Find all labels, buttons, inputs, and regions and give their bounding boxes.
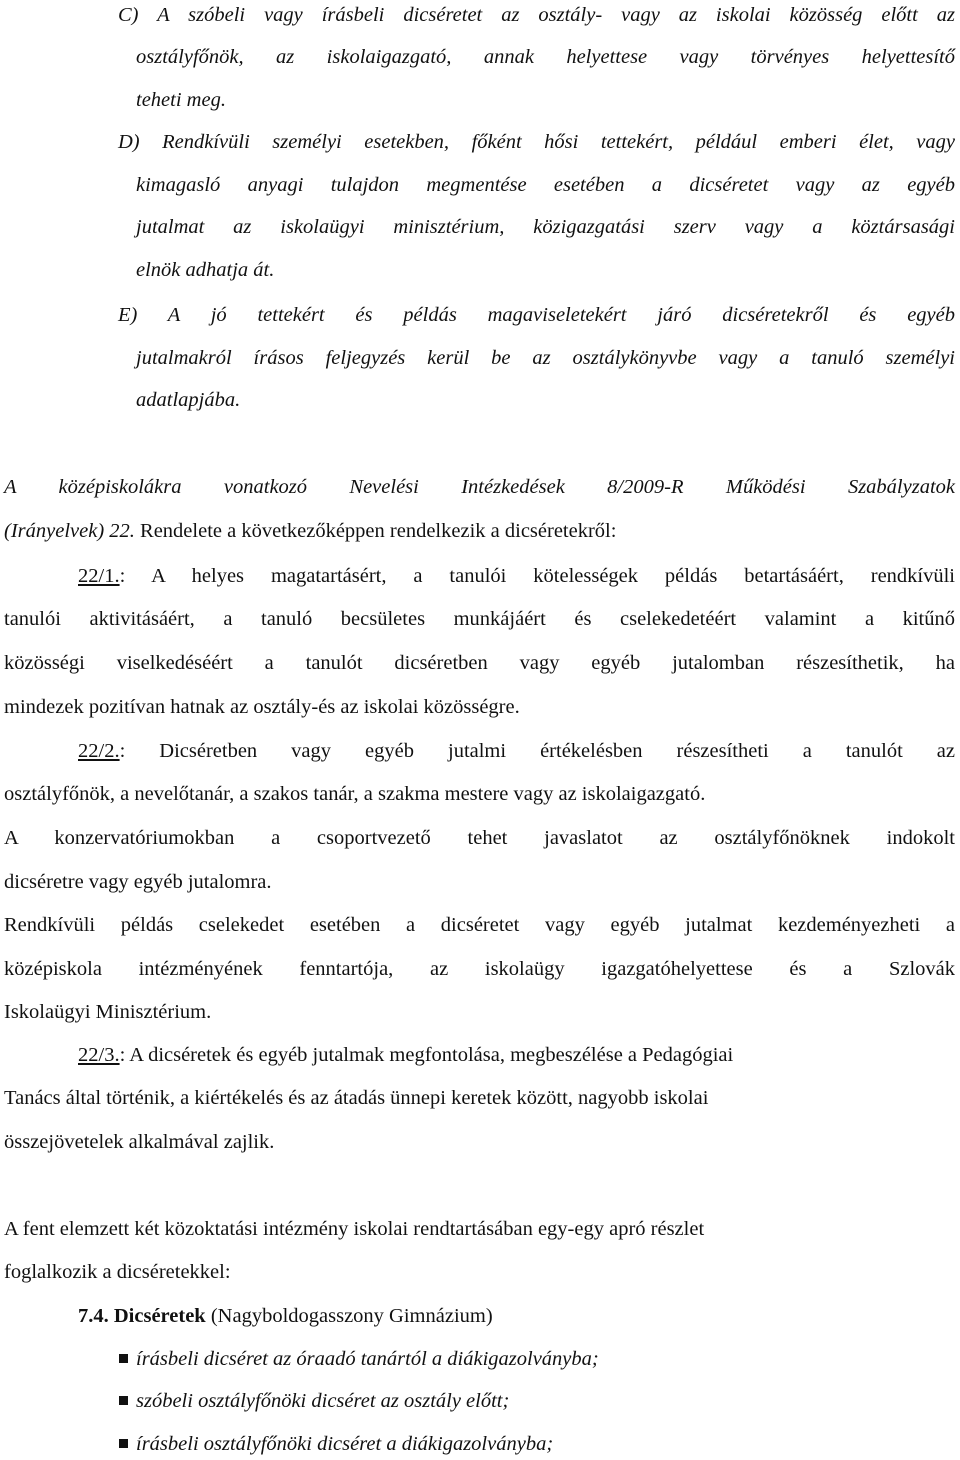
intro-line-1: A középiskolákra vonatkozó Nevelési Intézkedések 8/2009-R Működési Szabályzatok	[4, 476, 955, 498]
para-22-3-line-2: Tanács által történik, a kiértékelés és az átadás ünnepi keretek között, nagyobb iskolai	[4, 1087, 709, 1109]
para-rendk-line-3: Iskolaügyi Minisztérium.	[4, 1001, 212, 1023]
para-22-1-line-3: közösségi viselkedéséért a tanulót dicséretben vagy egyéb jutalomban részesíthetik, ha	[4, 652, 955, 674]
para-fent-line-1: A fent elemzett két közoktatási intézmény iskolai rendtartásában egy-egy apró részlet	[4, 1218, 705, 1240]
item-d-line-3: jutalmat az iskolaügyi minisztérium, közigazgatási szerv vagy a köztársasági	[136, 216, 955, 238]
para-22-2-line-1	[78, 736, 955, 766]
item-e-line-3: adatlapjába.	[136, 389, 241, 411]
para-22-3-line-1	[78, 1040, 733, 1070]
section-subtitle: (Nagyboldogasszony Gimnázium)	[210, 1305, 493, 1327]
para-22-3-label: 22/3.	[78, 1044, 120, 1066]
para-22-1-line-1	[78, 561, 955, 591]
intro-line-2-rest: Rendelete a következőképpen rendelkezik a dicséretekről:	[134, 520, 617, 542]
bullet-item-3: írásbeli osztályfőnöki dicséret a diákigazolványba;	[136, 1433, 554, 1455]
section-title: Dicséretek	[113, 1305, 206, 1327]
para-22-2-line-1-rest: : Dicséretben vagy egyéb jutalmi értékelésben részesítheti a tanulót az	[119, 740, 955, 762]
para-22-3-line-1-rest: : A dicséretek és egyéb jutalmak megfontolása, megbeszélése a Pedagógiai	[119, 1044, 734, 1066]
bullet-item-1: írásbeli dicséret az óraadó tanártól a diákigazolványba;	[136, 1348, 599, 1370]
para-fent-line-2: foglalkozik a dicséretekkel:	[4, 1261, 231, 1283]
item-d-line-2: kimagasló anyagi tulajdon megmentése esetében a dicséretet vagy az egyéb	[136, 174, 955, 196]
bullet-item-2: szóbeli osztályfőnöki dicséret az osztály előtt;	[136, 1390, 510, 1412]
item-c-line-3: teheti meg.	[136, 89, 226, 111]
para-22-1-line-1-rest: : A helyes magatartásért, a tanulói kötelességek példás betartásáért, rendkívüli	[119, 565, 955, 587]
bullet-square-icon	[119, 1354, 128, 1363]
bullet-square-icon	[119, 1396, 128, 1405]
para-konz-line-1: A konzervatóriumokban a csoportvezető tehet javaslatot az osztályfőnöknek indokolt	[4, 827, 955, 849]
bullet-square-icon	[119, 1439, 128, 1448]
intro-line-2	[4, 516, 616, 546]
item-d-line-4: elnök adhatja át.	[136, 259, 275, 281]
intro-line-2-italic: (Irányelvek) 22.	[4, 520, 135, 542]
item-e-line-2: jutalmakról írásos feljegyzés kerül be az osztálykönyvbe vagy a tanuló személyi	[136, 347, 955, 369]
section-number: 7.4.	[78, 1305, 109, 1327]
para-22-2-label: 22/2.	[78, 740, 120, 762]
para-rendk-line-1: Rendkívüli példás cselekedet esetében a dicséretet vagy egyéb jutalmat kezdeményezheti a	[4, 914, 955, 936]
para-22-1-label: 22/1.	[78, 565, 120, 587]
item-c-line-1: C) A szóbeli vagy írásbeli dicséretet az osztály- vagy az iskolai közösség előtt az	[118, 4, 955, 26]
para-22-3-line-3: összejövetelek alkalmával zajlik.	[4, 1131, 275, 1153]
item-d-line-1: D) Rendkívüli személyi esetekben, főként hősi tettekért, például emberi élet, vagy	[118, 131, 955, 153]
para-22-1-line-4: mindezek pozitívan hatnak az osztály-és az iskolai közösségre.	[4, 696, 520, 718]
para-konz-line-2: dicséretre vagy egyéb jutalomra.	[4, 871, 272, 893]
para-rendk-line-2: középiskola intézményének fenntartója, az iskolaügy igazgatóhelyettese és a Szlovák	[4, 958, 955, 980]
para-22-2-line-2: osztályfőnök, a nevelőtanár, a szakos tanár, a szakma mestere vagy az iskolaigazgató.	[4, 783, 706, 805]
item-c-line-2: osztályfőnök, az iskolaigazgató, annak helyettese vagy törvényes helyettesítő	[136, 46, 955, 68]
para-22-1-line-2: tanulói aktivitásáért, a tanuló becsületes munkájáért és cselekedetéért valamint a kitűnő	[4, 608, 955, 630]
section-heading	[78, 1301, 493, 1331]
item-e-line-1: E) A jó tettekért és példás magaviseletekért járó dicséretekről és egyéb	[118, 304, 955, 326]
